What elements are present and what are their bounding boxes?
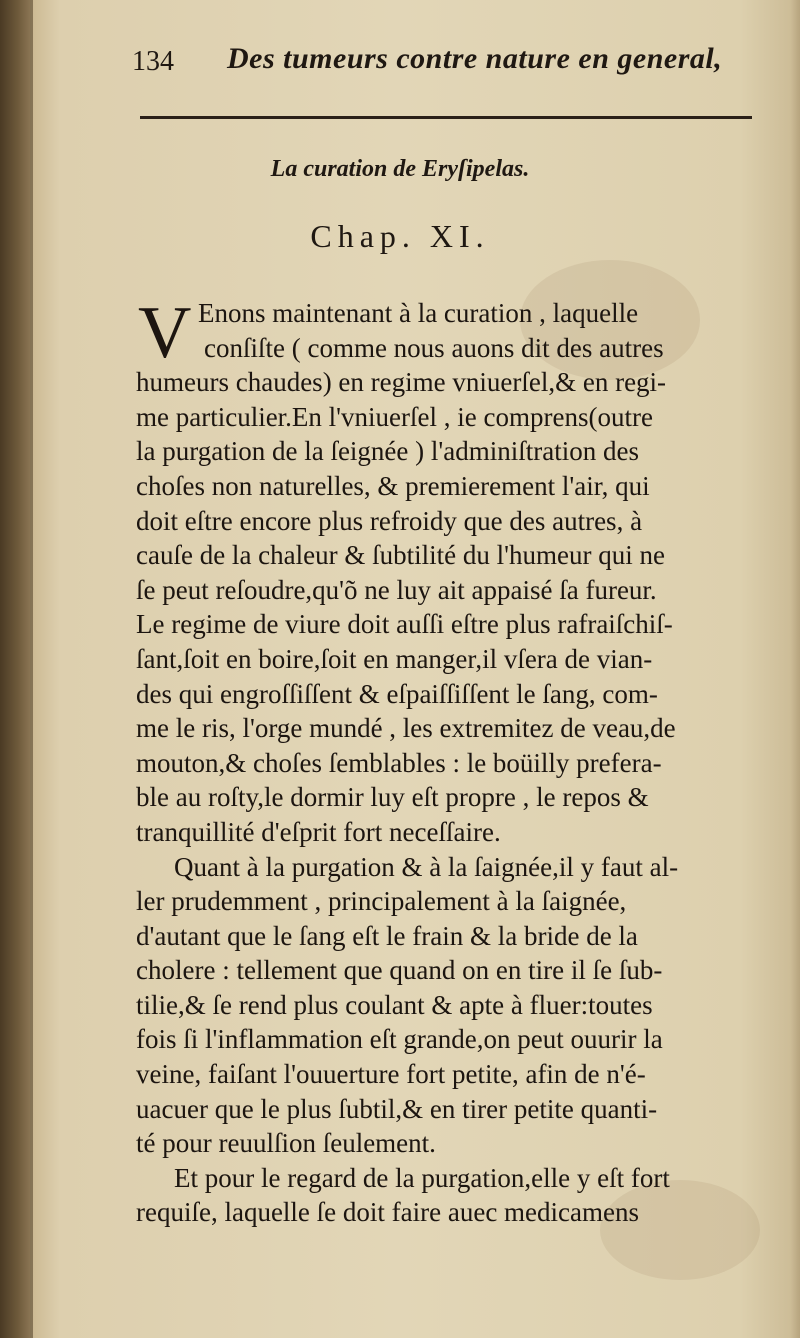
text-line: d'autant que le ſang eſt le frain & la bride de la [136, 920, 638, 951]
text-line: ler prudemment , principalement à la ſaignée, [136, 886, 627, 917]
text-line: Quant à la purgation & à la ſaignée,il y faut al- [174, 851, 679, 882]
text-line: me particulier.En l'vniuerſel , ie comprens(outre [136, 401, 653, 432]
text-line: conſiſte ( comme nous auons dit des autres [204, 332, 664, 363]
text-line: uacuer que le plus ſubtil,& en tirer petite quanti- [136, 1093, 658, 1124]
text-line: té pour reuulſion ſeulement. [136, 1128, 436, 1159]
text-line: tranquillité d'eſprit fort neceſſaire. [136, 816, 501, 847]
text-line: requiſe, laquelle ſe doit faire auec medicamens [136, 1197, 640, 1228]
section-title: La curation de Eryſipelas. [270, 156, 530, 182]
text-line: ſe peut reſoudre,qu'õ ne luy ait appaisé ſa fureur. [136, 574, 657, 605]
text-line: veine, faiſant l'ouuerture fort petite, afin de n'é- [136, 1059, 646, 1090]
spine-edge [30, 0, 33, 1338]
text-line: ſant,ſoit en boire,ſoit en manger,il vſera de vian- [136, 643, 653, 674]
page-number: 134 [132, 46, 174, 77]
text-line: choſes non naturelles, & premierement l'air, qui [136, 470, 650, 501]
text-line: humeurs chaudes) en regime vniuerſel,& en regi- [136, 367, 667, 398]
text-line: fois ſi l'inflammation eſt grande,on peut ouurir la [136, 1024, 663, 1055]
book-gutter [0, 0, 30, 1338]
text-line: Enons maintenant à la curation , laquelle [198, 298, 639, 328]
drop-capital: V [138, 292, 192, 374]
chapter-title: Chap. XI. [310, 218, 490, 254]
text-line: tilie,& ſe rend plus coulant & apte à fluer:toutes [136, 989, 653, 1020]
text-line: cauſe de la chaleur & ſubtilité du l'humeur qui ne [136, 540, 665, 571]
text-line: la purgation de la ſeignée ) l'adminiſtration des [136, 436, 639, 467]
text-line: doit eſtre encore plus refroidy que des autres, à [136, 505, 643, 536]
text-line: me le ris, l'orge mundé , les extremitez de veau,de [136, 713, 676, 744]
running-head: Des tumeurs contre nature en general, [227, 42, 723, 75]
text-line: ble au roſty,le dormir luy eſt propre , le repos & [136, 782, 649, 813]
text-line: des qui engroſſiſſent & eſpaiſſiſſent le ſang, com- [136, 678, 658, 709]
header-rule [140, 116, 752, 119]
text-line: Le regime de viure doit auſſi eſtre plus rafraiſchiſ- [136, 609, 673, 640]
body-text [136, 292, 792, 1230]
text-line: mouton,& choſes ſemblables : le boüilly prefera- [136, 747, 662, 778]
text-line: Et pour le regard de la purgation,elle y eſt fort [174, 1162, 670, 1193]
page-header [132, 40, 772, 90]
text-line: cholere : tellement que quand on en tire il ſe ſub- [136, 955, 663, 986]
